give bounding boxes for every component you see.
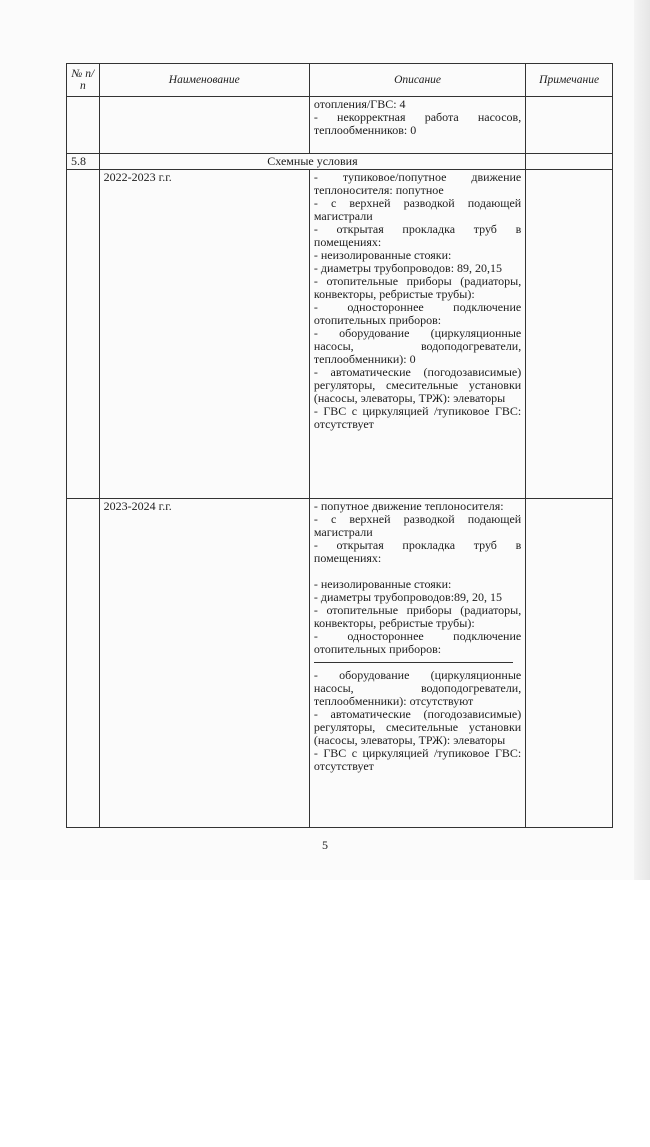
desc-line: - некорректная работа насосов, теплообменников: 0 xyxy=(313,110,522,137)
cell-note xyxy=(526,170,613,499)
header-desc: Описание xyxy=(309,64,525,97)
page-number: 5 xyxy=(322,838,328,852)
desc-line: - неизолированные стояки: xyxy=(313,248,452,262)
row-description xyxy=(309,499,525,828)
cell-name xyxy=(99,97,309,154)
row-description xyxy=(309,170,525,499)
desc-line: - диаметры трубопроводов: 89, 20,15 xyxy=(313,261,503,275)
desc-line: - оборудование (циркуляционные насосы, водоподогреватели, теплообменники): отсутствуют xyxy=(313,668,522,708)
desc-line: - ГВС с циркуляцией /тупиковое ГВС: отсутствует xyxy=(313,746,522,773)
underline-rule xyxy=(314,656,513,663)
section-title: Схемные условия xyxy=(99,154,526,170)
table-row xyxy=(67,170,613,499)
desc-line: - автоматические (погодозависимые) регуляторы, смесительные установки (насосы, элеваторы, ТРЖ): элеваторы xyxy=(313,707,522,747)
cell-note xyxy=(526,97,613,154)
desc-line: - тупиковое/попутное движение теплоносителя: попутное xyxy=(313,170,522,197)
desc-line: - открытая прокладка труб в помещениях: xyxy=(313,538,522,565)
desc-line: - с верхней разводкой подающей магистрали xyxy=(313,512,522,539)
cell-num xyxy=(67,499,100,828)
desc-line: - отопительные приборы (радиаторы, конвекторы, ребристые трубы): xyxy=(313,274,522,301)
desc-line: отопления/ГВС: 4 xyxy=(313,97,406,111)
section-number: 5.8 xyxy=(67,154,100,170)
header-num: № п/п xyxy=(67,64,100,97)
scan-edge xyxy=(634,0,650,880)
desc-line: - диаметры трубопроводов:89, 20, 15 xyxy=(313,590,503,604)
cell-note xyxy=(526,499,613,828)
cell-note xyxy=(526,154,613,170)
desc-line: - неизолированные стояки: xyxy=(313,577,452,591)
desc-line: - оборудование (циркуляционные насосы, водоподогреватели, теплообменники): 0 xyxy=(313,326,522,366)
desc-line: - с верхней разводкой подающей магистрали xyxy=(313,196,522,223)
cell-desc xyxy=(309,97,525,154)
row-period: 2023-2024 г.г. xyxy=(99,499,309,828)
desc-line: - попутное движение теплоносителя: xyxy=(313,499,504,513)
header-name: Наименование xyxy=(99,64,309,97)
desc-line: - открытая прокладка труб в помещениях: xyxy=(313,222,522,249)
conditions-table xyxy=(66,63,613,828)
desc-line: - автоматические (погодозависимые) регуляторы, смесительные установки (насосы, элеваторы, ТРЖ): элеваторы xyxy=(313,365,522,405)
desc-line: - ГВС с циркуляцией /тупиковое ГВС: отсутствует xyxy=(313,404,522,431)
cell-num xyxy=(67,170,100,499)
header-note: Примечание xyxy=(526,64,613,97)
desc-line: - отопительные приборы (радиаторы, конвекторы, ребристые трубы): xyxy=(313,603,522,630)
table-row xyxy=(67,499,613,828)
row-period: 2022-2023 г.г. xyxy=(99,170,309,499)
desc-line: - одностороннее подключение отопительных приборов: xyxy=(313,629,522,656)
cell-num xyxy=(67,97,100,154)
table-row xyxy=(67,97,613,154)
section-row xyxy=(67,154,613,170)
blank-area xyxy=(0,880,650,1147)
table-header-row xyxy=(67,64,613,97)
desc-line: - одностороннее подключение отопительных приборов: xyxy=(313,300,522,327)
